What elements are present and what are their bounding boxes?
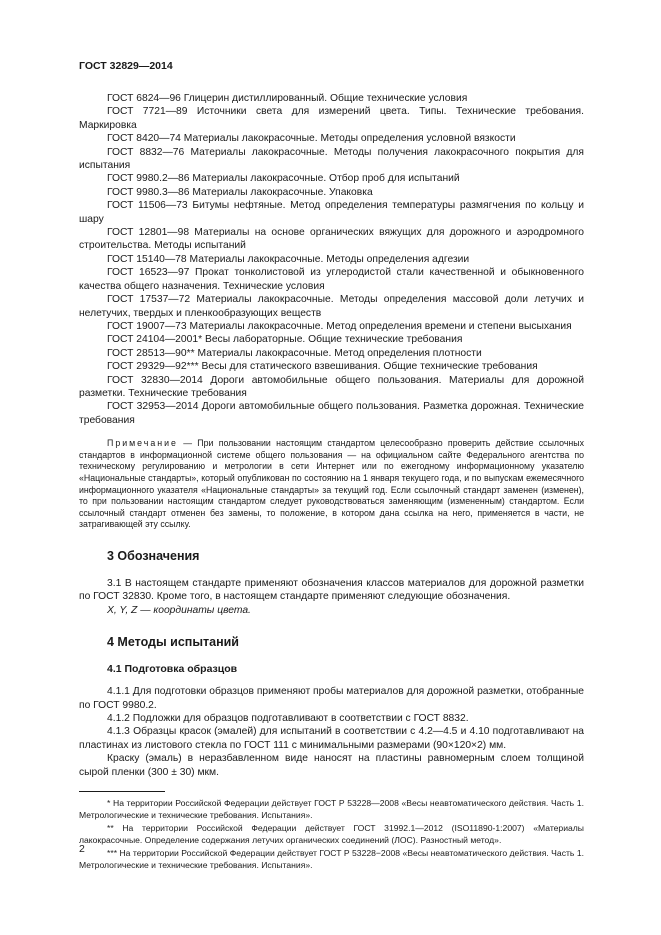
- section-4-heading: 4 Методы испытаний: [107, 635, 239, 650]
- reference-item: ГОСТ 28513—90** Материалы лакокрасочные. Метод определения плотности: [107, 347, 482, 359]
- note-paragraph: [79, 438, 584, 531]
- paragraph-3-1-symbols: [79, 604, 584, 617]
- reference-item: ГОСТ 9980.3—86 Материалы лакокрасочные. Упаковка: [107, 186, 373, 198]
- reference-item: ГОСТ 17537—72 Материалы лакокрасочные. Методы определения массовой доли летучих и нелетучих, твердых и пленкообразующих веществ: [79, 294, 584, 319]
- normative-references-list: [79, 92, 584, 427]
- reference-item: ГОСТ 24104—2001* Весы лабораторные. Общие технические требования: [107, 334, 463, 346]
- reference-item: ГОСТ 7721—89 Источники света для измерений цвета. Типы. Технические требования. Маркировка: [79, 106, 584, 131]
- page-content: [79, 92, 584, 874]
- section-3-heading: 3 Обозначения: [107, 548, 200, 563]
- reference-item: ГОСТ 19007—73 Материалы лакокрасочные. Метод определения времени и степени высыхания: [107, 320, 572, 332]
- reference-item: ГОСТ 6824—96 Глицерин дистиллированный. Общие технические условия: [107, 93, 468, 104]
- page-number: 2: [79, 843, 85, 855]
- running-header: ГОСТ 32829—2014: [79, 60, 173, 72]
- reference-item: ГОСТ 29329—92*** Весы для статического взвешивания. Общие технические требования: [107, 361, 538, 373]
- reference-item: ГОСТ 9980.2—86 Материалы лакокрасочные. Отбор проб для испытаний: [107, 173, 460, 185]
- reference-item: ГОСТ 32830—2014 Дороги автомобильные общего пользования. Материалы для дорожной разметки. Технические требования: [79, 374, 584, 399]
- reference-item: ГОСТ 8420—74 Материалы лакокрасочные. Методы определения условной вязкости: [107, 133, 516, 145]
- footnote-1: * На территории Российской Федерации действует ГОСТ Р 53228—2008 «Весы неавтоматического действия. Часть 1. Метрологические и технические требования. Испытания».: [79, 797, 584, 820]
- footnote-3: *** На территории Российской Федерации действует ГОСТ Р 53228−2008 «Весы неавтоматического действия. Часть 1. Метрологические и технические требования. Испытания».: [79, 848, 584, 870]
- note-label: Примечание: [107, 438, 178, 449]
- reference-item: ГОСТ 15140—78 Материалы лакокрасочные. Методы определения адгезии: [107, 253, 470, 265]
- paragraph-4-1-3: 4.1.3 Образцы красок (эмалей) для испытаний в соответствии с 4.2—4.5 и 4.10 подготавливают на пластинах из листового стекла по ГОСТ 111 с минимальными размерами (90×120×2) мм.: [79, 726, 584, 751]
- reference-item: ГОСТ 11506—73 Битумы нефтяные. Метод определения температуры размягчения по кольцу и шару: [79, 200, 584, 225]
- reference-item: ГОСТ 16523—97 Прокат тонколистовой из углеродистой стали качественной и обыкновенного качества общего назначения. Технические условия: [79, 267, 584, 292]
- subsection-4-1-heading: 4.1 Подготовка образцов: [107, 663, 238, 676]
- footnote-2: ** На территории Российской Федерации действует ГОСТ 31992.1—2012 (ISO11890-1:2007) «Материалы лакокрасочные. Определение содержания летучих органических соединений (ЛОС). Разностный метод».: [79, 823, 584, 845]
- note-text: — При пользовании настоящим стандартом целесообразно проверить действие ссылочных стандартов в информационной системе общего пользования — на официальном сайте Федерального агентства по техническому регулированию и метрологии в сети Интернет или по ежегодному информационному указателю «Национальные стандарты», который опубликован по состоянию на 1 января текущего года, и по выпускам ежемесячного информационного указателя «Национальные стандарты» за текущий год. Если ссылочный стандарт заменен (изменен), то при пользовании настоящим стандартом следует руководствоваться заменяющим (измененным) стандартом. Если ссылочный стандарт отменен без замены, то положение, в котором дана ссылка на него, применяется в части, не затрагивающей эту ссылку.: [79, 438, 584, 530]
- reference-item: ГОСТ 8832—76 Материалы лакокрасочные. Методы получения лакокрасочного покрытия для испытания: [79, 146, 584, 172]
- reference-item: ГОСТ 12801—98 Материалы на основе органических вяжущих для дорожного и аэродромного строительства. Методы испытаний: [79, 227, 584, 252]
- reference-item: ГОСТ 32953—2014 Дороги автомобильные общего пользования. Разметка дорожная. Технические требования: [79, 401, 584, 426]
- footnote-separator: [79, 791, 165, 792]
- paragraph-4-1-3-cont: Краску (эмаль) в неразбавленном виде наносят на пластины равномерным слоем толщиной сырой пленки (300 ± 30) мкм.: [79, 753, 584, 778]
- paragraph-4-1-1: 4.1.1 Для подготовки образцов применяют пробы материалов для дорожной разметки, отобранные по ГОСТ 9980.2.: [79, 686, 584, 711]
- paragraph-3-1: 3.1 В настоящем стандарте применяют обозначения классов материалов для дорожной разметки по ГОСТ 32830. Кроме того, в настоящем стандарте применяют следующие обозначения.: [79, 577, 584, 603]
- symbols-text: X, Y, Z — координаты цвета.: [107, 604, 251, 616]
- paragraph-4-1-2: 4.1.2 Подложки для образцов подготавливают в соответствии с ГОСТ 8832.: [107, 712, 469, 724]
